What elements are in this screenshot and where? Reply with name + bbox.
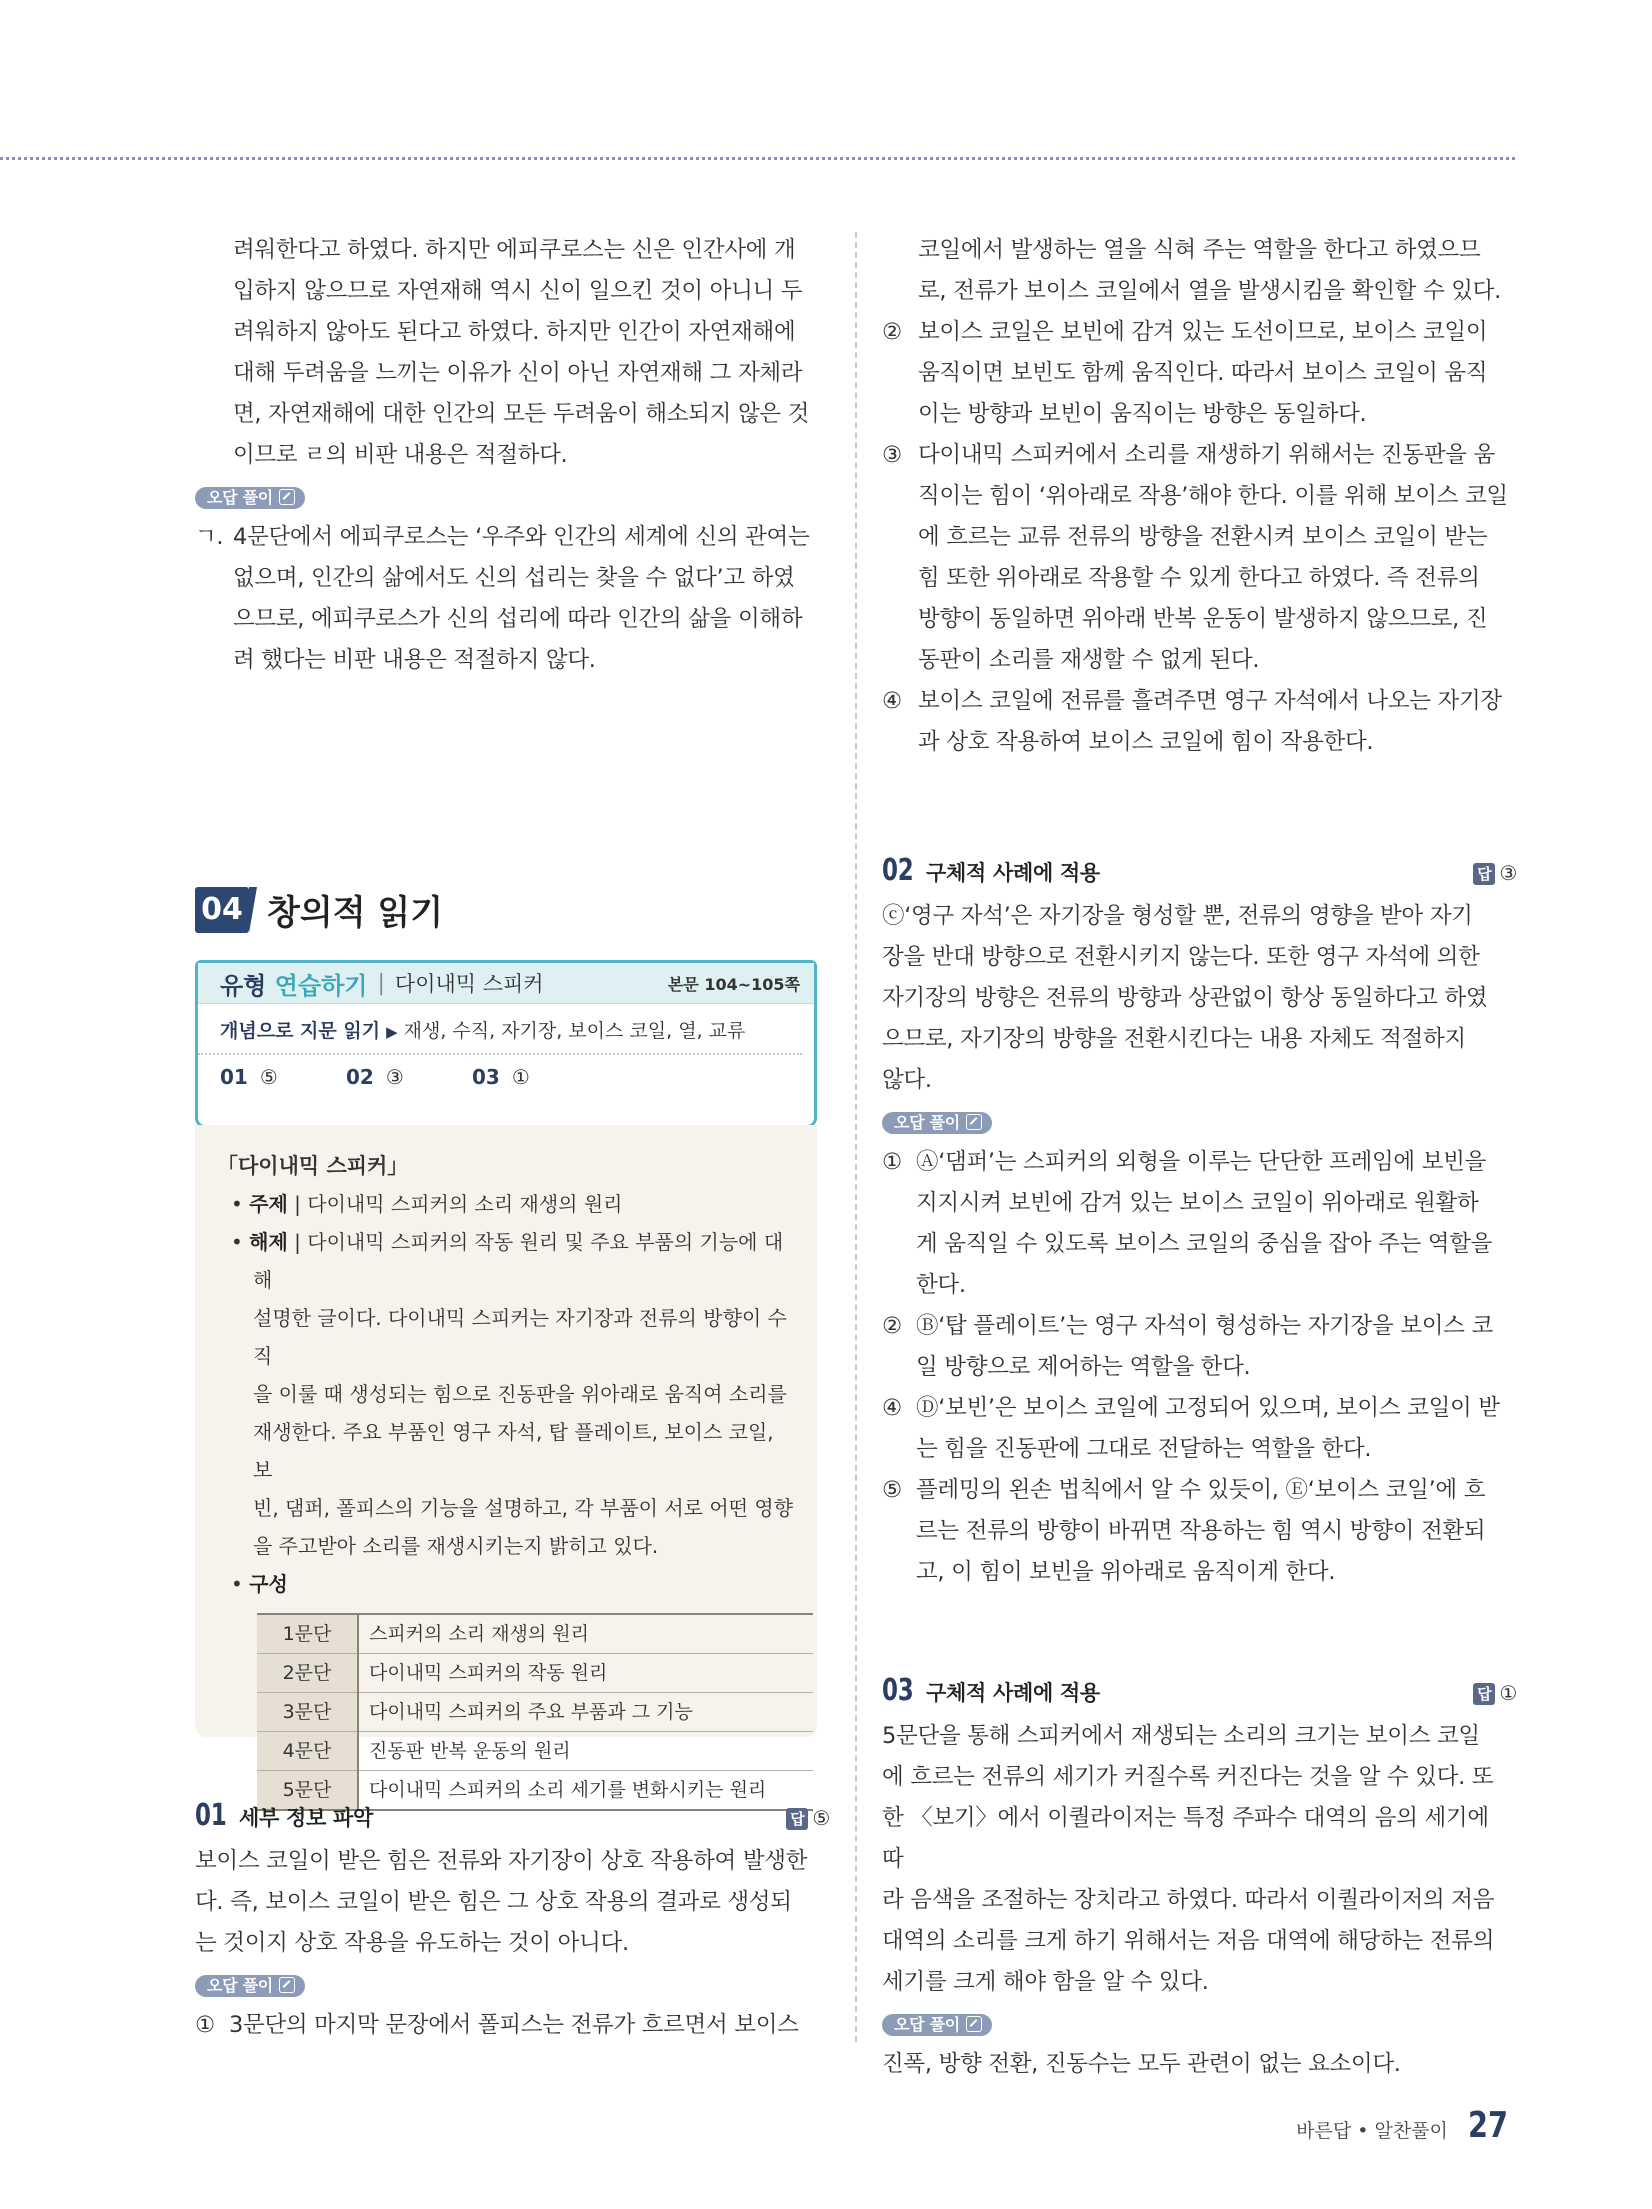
explanation-item (195, 517, 830, 558)
answer-question: 03 (472, 1065, 500, 1089)
table-value: 다이내믹 스피커의 소리 세기를 변화시키는 원리 (358, 1771, 813, 1811)
answer-item (472, 1065, 598, 1089)
text-line: 진폭, 방향 전환, 진동수는 모두 관련이 없는 요소이다. (882, 2051, 1401, 2077)
theme-text: 다이내믹 스피커의 소리 재생의 원리 (307, 1192, 623, 1216)
text-line: 동판이 소리를 재생할 수 없게 된다. (918, 647, 1260, 673)
explanation-item (882, 312, 1517, 353)
text-line: 재생한다. 주요 부품인 영구 자석, 탑 플레이트, 보이스 코일, 보 (253, 1420, 774, 1482)
text-line: ⓒ‘영구 자석’은 자기장을 형성할 뿐, 전류의 영향을 받아 자기 (882, 903, 1473, 929)
answer-item (220, 1065, 346, 1089)
text-line: 다이내믹 스피커의 작동 원리 및 주요 부품의 기능에 대해 (253, 1230, 784, 1292)
section-title: 창의적 읽기 (267, 893, 444, 933)
answer-value: ① (1499, 1681, 1517, 1705)
badge-label: 오답 풀이 (894, 1113, 960, 1132)
explanation-item (882, 1306, 1517, 1347)
text-line: 지지시켜 보빈에 감겨 있는 보이스 코일이 위아래로 원활하 (916, 1190, 1479, 1216)
question-01 (195, 1795, 830, 2046)
footer-text: 바른답 • 알찬풀이 (1296, 2120, 1448, 2142)
desc-label: 해제 (249, 1230, 288, 1254)
text-line: 없으며, 인간의 삶에서도 신의 섭리는 찾을 수 없다’고 하였 (233, 565, 795, 591)
item-mark: ① (882, 1149, 902, 1175)
concept-items: 재생, 수직, 자기장, 보이스 코일, 열, 교류 (403, 1020, 746, 1042)
text-line: Ⓐ‘댐퍼’는 스피커의 외형을 이루는 단단한 프레임에 보빈을 (916, 1149, 1487, 1175)
pencil-icon (966, 2016, 982, 2032)
answer-tag (1473, 1673, 1517, 1714)
text-line: 움직이면 보빈도 함께 움직인다. 따라서 보이스 코일이 움직 (918, 360, 1488, 386)
table-key: 2문단 (257, 1654, 358, 1693)
pencil-icon (966, 1114, 982, 1130)
text-line: 다. 즉, 보이스 코일이 받은 힘은 그 상호 작용의 결과로 생성되 (195, 1889, 792, 1915)
text-line: 이므로 ㄹ의 비판 내용은 적절하다. (233, 442, 568, 468)
practice-box (195, 960, 817, 1128)
pencil-icon (279, 489, 295, 505)
pencil-icon (279, 1977, 295, 1993)
label-part: 연습하기 (274, 971, 368, 1000)
text-line: 로, 전류가 보이스 코일에서 열을 발생시킴을 확인할 수 있다. (918, 278, 1501, 304)
theme-label: 주제 (249, 1192, 288, 1216)
theme-row: • 주제 | 다이내믹 스피커의 소리 재생의 원리 (231, 1192, 623, 1216)
answer-question: 01 (220, 1065, 248, 1089)
text-line: 는 것이지 상호 작용을 유도하는 것이 아니다. (195, 1930, 629, 1956)
answer-value: ⑤ (259, 1065, 278, 1089)
text-line: 대역의 소리를 크게 하기 위해서는 저음 대역에 해당하는 전류의 (882, 1928, 1495, 1954)
text-line: 려워한다고 하였다. 하지만 에피쿠로스는 신은 인간사에 개 (233, 237, 796, 263)
text-line: 는 힘을 진동판에 그대로 전달하는 역할을 한다. (916, 1436, 1372, 1462)
text-line: 에 흐르는 교류 전류의 방향을 전환시켜 보이스 코일이 받는 (918, 524, 1488, 550)
text-line: 자기장의 방향은 전류의 방향과 상관없이 항상 동일하다고 하였 (882, 985, 1488, 1011)
answer-tag (786, 1798, 830, 1839)
explanation-item (195, 2005, 830, 2046)
text-line: 게 움직일 수 있도록 보이스 코일의 중심을 잡아 주는 역할을 (916, 1231, 1493, 1257)
text-line: 한 〈보기〉에서 이퀄라이저는 특정 주파수 대역의 음의 세기에 따 (882, 1805, 1489, 1872)
page-footer (1296, 2105, 1508, 2146)
answer-value: ① (511, 1065, 530, 1089)
item-mark: ㄱ. (195, 524, 224, 550)
text-line: 르는 전류의 방향이 바뀌면 작용하는 힘 역시 방향이 전환되 (916, 1518, 1486, 1544)
practice-header (198, 963, 814, 1004)
question-header (882, 1670, 1517, 1714)
dap-box: 답 (1473, 1683, 1495, 1705)
question-title: 구체적 사례에 적용 (926, 1681, 1100, 1705)
label-part: 유형 (220, 971, 267, 1000)
text-line: 으므로, 자기장의 방향을 전환시킨다는 내용 자체도 적절하지 (882, 1026, 1466, 1052)
answer-value: ③ (385, 1065, 404, 1089)
table-key: 4문단 (257, 1732, 358, 1771)
item-mark: ④ (882, 1395, 902, 1421)
answer-tag (1473, 853, 1517, 894)
text-line: 라 음색을 조절하는 장치라고 하였다. 따라서 이퀄라이저의 저음 (882, 1887, 1495, 1913)
question-03 (882, 1670, 1517, 2085)
question-02 (882, 850, 1517, 1593)
text-line: 않다. (882, 1067, 932, 1093)
text-line: 대해 두려움을 느끼는 이유가 신이 아닌 자연재해 그 자체라 (233, 360, 803, 386)
dap-box: 답 (1473, 863, 1495, 885)
text-line: 에 흐르는 전류의 세기가 커질수록 커진다는 것을 알 수 있다. 또 (882, 1764, 1494, 1790)
text-line: 5문단을 통해 스피커에서 재생되는 소리의 크기는 보이스 코일 (882, 1723, 1480, 1749)
text-line: 입하지 않으므로 자연재해 역시 신이 일으킨 것이 아니니 두 (233, 278, 803, 304)
question-header (195, 1795, 830, 1839)
explanation-item (882, 1388, 1517, 1429)
text-line: 과 상호 작용하여 보이스 코일에 힘이 작용한다. (918, 729, 1374, 755)
text-line: 플레밍의 왼손 법칙에서 알 수 있듯이, Ⓔ‘보이스 코일’에 흐 (916, 1477, 1486, 1503)
text-line: 코일에서 발생하는 열을 식혀 주는 역할을 한다고 하였으므 (918, 237, 1481, 263)
text-line: 려 했다는 비판 내용은 적절하지 않다. (233, 647, 596, 673)
question-number: 02 (882, 853, 914, 888)
structure-row: • 구성 (231, 1572, 288, 1596)
left-top-text (195, 230, 830, 681)
text-line: 설명한 글이다. 다이내믹 스피커는 자기장과 전류의 방향이 수직 (253, 1306, 787, 1368)
wrong-answer-badge (195, 487, 305, 509)
text-line: 한다. (916, 1272, 966, 1298)
table-row (257, 1614, 813, 1654)
summary-box (195, 1125, 817, 1801)
text-line: 일 방향으로 제어하는 역할을 한다. (916, 1354, 1251, 1380)
question-title: 세부 정보 파악 (239, 1806, 373, 1830)
item-mark: ② (882, 319, 902, 345)
item-mark: ② (882, 1313, 902, 1339)
item-mark: ④ (882, 688, 902, 714)
text-line: 장을 반대 방향으로 전환시키지 않는다. 또한 영구 자석에 의한 (882, 944, 1480, 970)
table-row (257, 1693, 813, 1732)
answer-value: ⑤ (812, 1806, 830, 1830)
table-key: 5문단 (257, 1771, 358, 1811)
question-number: 01 (195, 1798, 227, 1833)
table-value: 스피커의 소리 재생의 원리 (358, 1614, 813, 1654)
text-line: Ⓑ‘탑 플레이트’는 영구 자석이 형성하는 자기장을 보이스 코 (916, 1313, 1493, 1339)
column-divider (855, 232, 857, 2042)
text-line: 보이스 코일이 받은 힘은 전류와 자기장이 상호 작용하여 발생한 (195, 1848, 808, 1874)
desc-row: • 해제 | 다이내믹 스피커의 작동 원리 및 주요 부품의 기능에 대해 (231, 1230, 784, 1292)
explanation-item (882, 1142, 1517, 1183)
text-line: Ⓓ‘보빈’은 보이스 코일에 고정되어 있으며, 보이스 코일이 받 (916, 1395, 1500, 1421)
page-reference: 본문 104~105쪽 (667, 974, 800, 994)
text-line: 으므로, 에피쿠로스가 신의 섭리에 따라 인간의 삶을 이해하 (233, 606, 803, 632)
text-line: 려워하지 않아도 된다고 하였다. 하지만 인간이 자연재해에 (233, 319, 796, 345)
text-line: 보이스 코일에 전류를 흘려주면 영구 자석에서 나오는 자기장 (918, 688, 1502, 714)
practice-label (220, 966, 367, 1001)
section-header (195, 885, 443, 934)
concept-row (198, 1004, 802, 1055)
text-line: 을 주고받아 소리를 재생시키는지 밝히고 있다. (253, 1534, 659, 1558)
text-line: 고, 이 힘이 보빈을 위아래로 움직이게 한다. (916, 1559, 1336, 1585)
text-line: 을 이룰 때 생성되는 힘으로 진동판을 위아래로 움직여 소리를 (253, 1382, 787, 1406)
answer-question: 02 (346, 1065, 374, 1089)
table-value: 진동판 반복 운동의 원리 (358, 1732, 813, 1771)
structure-label: 구성 (249, 1572, 288, 1596)
page-number: 27 (1467, 2105, 1508, 2146)
badge-label: 오답 풀이 (207, 488, 273, 507)
text-line: 면, 자연재해에 대한 인간의 모든 두려움이 해소되지 않은 것 (233, 401, 810, 427)
item-mark: ③ (882, 442, 902, 468)
text-line: 3문단의 마지막 문장에서 폴피스는 전류가 흐르면서 보이스 (229, 2012, 799, 2038)
text-line: 이는 방향과 보빈이 움직이는 방향은 동일하다. (918, 401, 1367, 427)
table-value: 다이내믹 스피커의 주요 부품과 그 기능 (358, 1693, 813, 1732)
dap-box: 답 (786, 1808, 808, 1830)
table-row (257, 1654, 813, 1693)
summary-title: 「다이내믹 스피커」 (217, 1154, 409, 1178)
item-mark: ① (195, 2012, 215, 2038)
table-key: 1문단 (257, 1614, 358, 1654)
item-mark: ⑤ (882, 1477, 902, 1503)
table-key: 3문단 (257, 1693, 358, 1732)
concept-label: 개념으로 지문 읽기 (220, 1020, 381, 1042)
answer-row (198, 1055, 814, 1099)
question-title: 구체적 사례에 적용 (926, 861, 1100, 885)
separator: | (377, 970, 385, 996)
badge-label: 오답 풀이 (894, 2015, 960, 2034)
wrong-answer-badge (882, 1112, 992, 1134)
text-line: 직이는 힘이 ‘위아래로 작용’해야 한다. 이를 위해 보이스 코일 (918, 483, 1508, 509)
question-number: 03 (882, 1673, 914, 1708)
text-line: 보이스 코일은 보빈에 감겨 있는 도선이므로, 보이스 코일이 (918, 319, 1488, 345)
explanation-item (882, 1470, 1517, 1511)
answer-item (346, 1065, 472, 1089)
text-line: 빈, 댐퍼, 폴피스의 기능을 설명하고, 각 부품이 서로 어떤 영향 (253, 1496, 793, 1520)
right-top-text (882, 230, 1517, 763)
table-row (257, 1732, 813, 1771)
answer-value: ③ (1499, 861, 1517, 885)
question-header (882, 850, 1517, 894)
explanation-item (882, 435, 1517, 476)
badge-label: 오답 풀이 (207, 1976, 273, 1995)
text-line: 다이내믹 스피커에서 소리를 재생하기 위해서는 진동판을 움 (918, 442, 1495, 468)
text-line: 힘 또한 위아래로 작용할 수 있게 한다고 하였다. 즉 전류의 (918, 565, 1480, 591)
wrong-answer-badge (195, 1975, 305, 1997)
wrong-answer-badge (882, 2014, 992, 2036)
explanation-item (882, 681, 1517, 722)
top-dotted-rule (0, 157, 1515, 160)
section-number: 04 (195, 887, 249, 933)
text-line: 세기를 크게 해야 함을 알 수 있다. (882, 1969, 1209, 1995)
practice-topic: 다이내믹 스피커 (394, 972, 544, 996)
structure-table (257, 1613, 813, 1811)
table-value: 다이내믹 스피커의 작동 원리 (358, 1654, 813, 1693)
text-line: 4문단에서 에피쿠로스는 ‘우주와 인간의 세계에 신의 관여는 (233, 524, 810, 550)
triangle-right-icon: ▶ (386, 1023, 398, 1041)
text-line: 방향이 동일하면 위아래 반복 운동이 발생하지 않으므로, 진 (918, 606, 1488, 632)
